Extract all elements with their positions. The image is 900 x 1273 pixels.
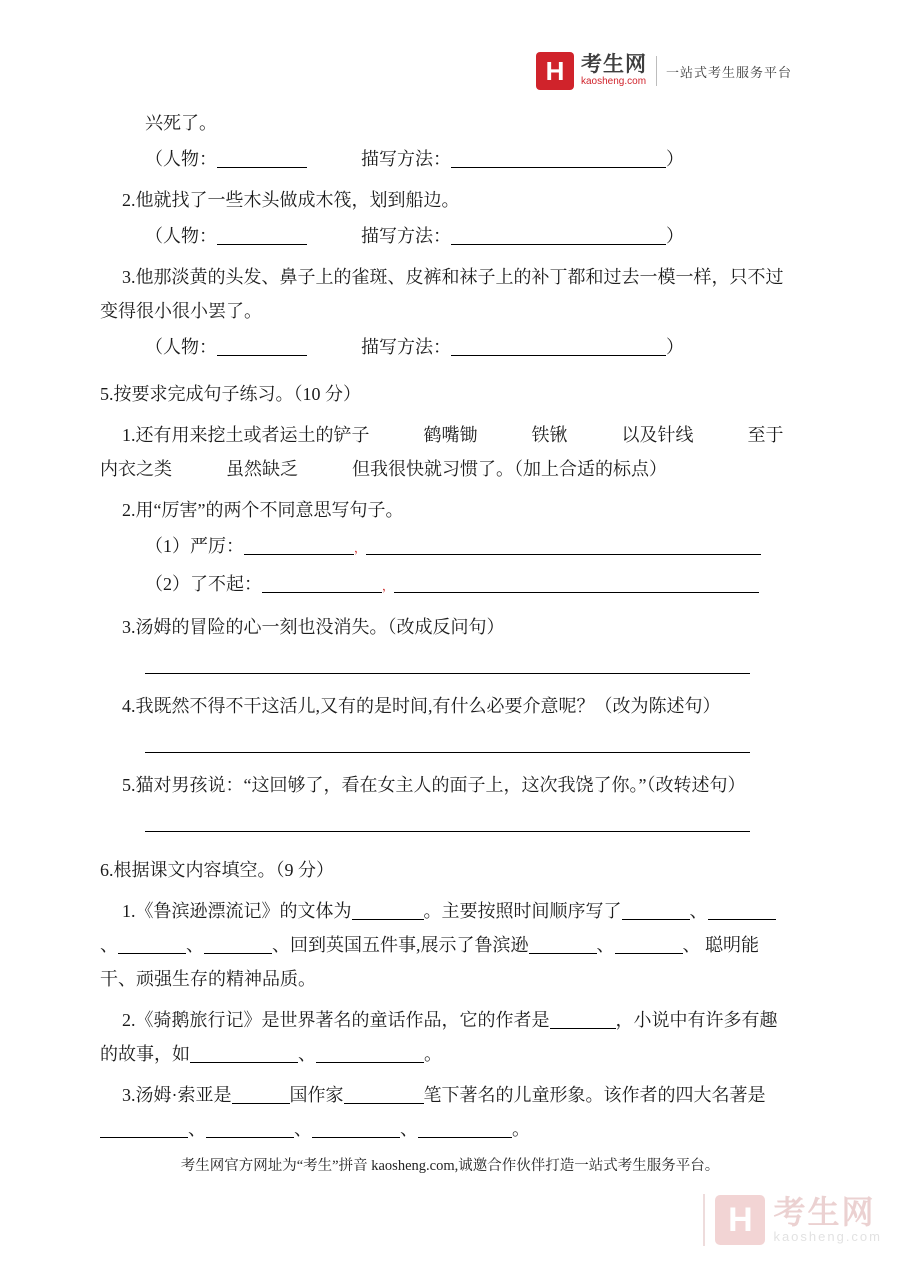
text-run: ） — [666, 149, 684, 169]
text-run: ） — [666, 337, 684, 357]
brand-domain: kaosheng.com — [580, 76, 647, 87]
text-run: 5.猫对男孩说：“这回够了，看在女主人的面子上，这次我饶了你。”（改转述句） — [122, 775, 746, 795]
fill-in-blank — [622, 898, 690, 920]
fill-in-blank — [708, 898, 776, 920]
section-heading — [100, 377, 792, 411]
text-run: 2.用“厉害”的两个不同意思写句子。 — [122, 500, 404, 520]
brand-name: 考生网 — [580, 53, 647, 76]
watermark-brand: 考生网 — [773, 1194, 876, 1230]
fill-in-blank — [529, 932, 597, 954]
text-run: 、 — [689, 901, 708, 921]
character-method-line — [100, 142, 792, 176]
question-line — [100, 768, 792, 802]
fill-in-blank — [418, 1116, 512, 1138]
fill-in-blank — [344, 1082, 424, 1104]
text-run: 。主要按照时间顺序写了 — [423, 901, 622, 921]
text-run: 、 — [186, 935, 204, 955]
fill-in-blank — [312, 1116, 400, 1138]
fill-in-blank — [217, 146, 307, 168]
logo-divider — [656, 56, 657, 86]
text-run: （人物： — [145, 337, 217, 357]
text-run: 描写方法： — [307, 337, 451, 357]
fill-in-blank — [451, 334, 666, 356]
text-run: 、 聪明能干、顽强生存的精神品质。 — [100, 935, 759, 989]
text-run: 、 — [100, 935, 118, 955]
fill-in-blank — [118, 932, 186, 954]
text-run: 6.根据课文内容填空。（9 分） — [100, 860, 334, 880]
text-run: 1.还有用来挖土或者运土的铲子 鹤嘴锄 铁锹 以及针线 至于内衣之类 虽然缺乏 但我很快就习惯了。（加上合适的标点） — [100, 425, 784, 479]
character-method-line — [100, 219, 792, 253]
kaosheng-logo-icon: H — [536, 52, 574, 90]
fill-line — [100, 567, 792, 603]
text-run: 、回到英国五件事,展示了鲁滨逊 — [272, 935, 529, 955]
stray-red-mark: ， — [354, 541, 367, 555]
fill-in-blank — [217, 223, 307, 245]
fill-in-blank — [244, 533, 354, 555]
fill-in-blank — [366, 533, 761, 555]
kaosheng-watermark — [703, 1194, 882, 1246]
question-line — [100, 418, 792, 486]
brand-tagline: 一站式考生服务平台 — [665, 64, 792, 80]
text-run: 描写方法： — [307, 226, 451, 246]
question-line — [100, 183, 792, 217]
exam-content — [100, 106, 792, 1146]
text-run: 4.我既然不得不干这活儿,又有的是时间,有什么必要介意呢？（改为陈述句） — [122, 696, 721, 716]
watermark-domain: kaosheng.com — [773, 1229, 882, 1244]
text-run: 笔下著名的儿童形象。该作者的四大名著是 — [423, 1085, 766, 1105]
fill-in-blank — [316, 1041, 424, 1063]
stray-red-mark: ， — [382, 579, 395, 593]
kaosheng-header-logo — [536, 52, 792, 90]
text-run: （人物： — [145, 149, 217, 169]
text-run: 、 — [298, 1044, 316, 1064]
text-run: 2.他就找了一些木头做成木筏，划到船边。 — [122, 190, 460, 210]
fill-in-blank — [394, 571, 759, 593]
text-run: 。 — [512, 1119, 530, 1139]
text-run: （1）严厉： — [145, 536, 244, 556]
question-line — [100, 689, 792, 723]
fill-in-blank — [451, 223, 666, 245]
fill-in-blank — [217, 334, 307, 356]
fill-in-blank — [615, 932, 683, 954]
text-run: （2）了不起： — [145, 574, 262, 594]
question-line — [100, 1078, 792, 1146]
text-run: （人物： — [145, 226, 217, 246]
fill-in-blank — [352, 898, 424, 920]
text-run: 、 — [188, 1119, 206, 1139]
text-run: 兴死了。 — [145, 113, 217, 133]
question-line — [100, 894, 792, 996]
fill-in-blank — [145, 652, 750, 674]
fill-in-blank — [451, 146, 666, 168]
text-run: 2.《骑鹅旅行记》是世界著名的童话作品，它的作者是 — [122, 1010, 550, 1030]
fill-in-blank — [262, 571, 382, 593]
text-run: 国作家 — [289, 1085, 344, 1105]
text-run: 3.汤姆的冒险的心一刻也没消失。（改成反问句） — [122, 617, 505, 637]
text-run: 1.《鲁滨逊漂流记》的文体为 — [122, 901, 352, 921]
character-method-line — [100, 330, 792, 364]
kaosheng-watermark-icon: H — [715, 1195, 765, 1245]
text-run: 描写方法： — [307, 149, 451, 169]
text-run: ，小说中有许多有趣的故事，如 — [100, 1010, 778, 1064]
fill-in-blank — [206, 1116, 294, 1138]
text-run: 。 — [424, 1044, 442, 1064]
text-run: ） — [666, 226, 684, 246]
question-line — [100, 1003, 792, 1071]
text-run: 、 — [596, 935, 615, 955]
logo-text-column — [581, 54, 647, 88]
text-run: 5.按要求完成句子练习。（10 分） — [100, 384, 361, 404]
question-line — [100, 610, 792, 644]
section-heading — [100, 853, 792, 887]
answer-line — [145, 648, 792, 682]
continuation-text — [100, 106, 792, 140]
fill-in-blank — [232, 1082, 290, 1104]
watermark-text-column — [773, 1195, 882, 1245]
text-run: 、 — [400, 1119, 418, 1139]
fill-in-blank — [190, 1041, 298, 1063]
question-line — [100, 493, 792, 527]
page-footer-text: 考生网官方网址为“考生”拼音 kaosheng.com,诚邀合作伙伴打造一站式考生服务平台。 — [180, 1158, 720, 1174]
fill-line — [100, 529, 792, 565]
text-run: 、 — [294, 1119, 312, 1139]
answer-line — [145, 727, 792, 761]
text-run: 3.汤姆·索亚是 — [122, 1085, 232, 1105]
fill-in-blank — [145, 810, 750, 832]
text-run: 3.他那淡黄的头发、鼻子上的雀斑、皮裤和袜子上的补丁都和过去一模一样，只不过变得很小很小罢了。 — [100, 267, 784, 321]
question-line — [100, 260, 792, 328]
fill-in-blank — [100, 1116, 188, 1138]
answer-line — [145, 806, 792, 840]
fill-in-blank — [204, 932, 272, 954]
fill-in-blank — [550, 1007, 616, 1029]
watermark-divider — [703, 1194, 705, 1246]
fill-in-blank — [145, 731, 750, 753]
